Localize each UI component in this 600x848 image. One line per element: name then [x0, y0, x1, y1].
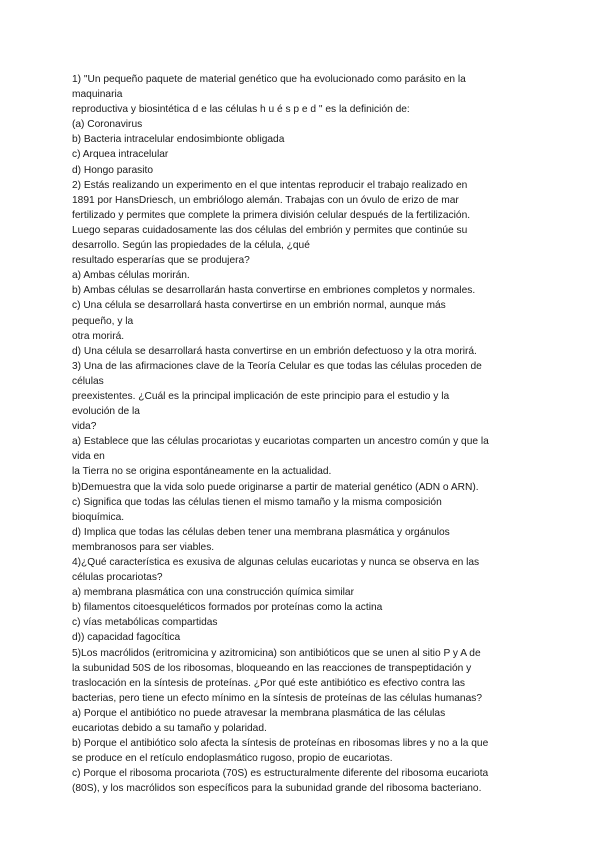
text-line: bacterias, pero tiene un efecto mínimo en la síntesis de proteínas de las células humanas? — [72, 692, 483, 704]
text-line: bioquímica. — [72, 511, 125, 523]
text-line: d) Una célula se desarrollará hasta convertirse en un embrión defectuoso y la otra morirá. — [72, 345, 477, 357]
text-line: traslocación en la síntesis de proteínas. ¿Por qué este antibiótico es efectivo contra las — [72, 677, 465, 689]
text-line: c) Significa que todas las células tienen el mismo tamaño y la misma composición — [72, 496, 442, 508]
text-line: células procariotas? — [72, 572, 163, 584]
text-line: membranosos para ser viables. — [72, 541, 215, 553]
text-line: maquinaria — [72, 89, 123, 101]
text-line: c) Arquea intracelular — [72, 149, 169, 161]
text-line: a) membrana plasmática con una construcción química similar — [72, 587, 354, 599]
text-line: (80S), y los macrólidos son específicos para la subunidad grande del ribosoma bacteriano. — [72, 783, 482, 795]
text-line: b) Porque el antibiótico solo afecta la síntesis de proteínas en ribosomas libres y no a la que — [72, 738, 489, 750]
text-line: 3) Una de las afirmaciones clave de la Teoría Celular es que todas las células proceden de — [72, 360, 482, 372]
text-line: d)) capacidad fagocítica — [72, 632, 181, 644]
text-line: 5)Los macrólidos (eritromicina y azitromicina) son antibióticos que se unen al sitio P y A de — [72, 647, 481, 659]
text-line: a) Ambas células morirán. — [72, 270, 190, 282]
text-line: vida? — [72, 421, 97, 433]
text-line: vida en — [72, 451, 105, 463]
text-line: b) Bacteria intracelular endosimbionte obligada — [72, 134, 285, 146]
text-line: 1) "Un pequeño paquete de material genético que ha evolucionado como parásito en la — [72, 74, 466, 85]
text-line: 2) Estás realizando un experimento en el que intentas reproducir el trabajo realizado en — [72, 179, 468, 191]
text-line: c) Una célula se desarrollará hasta convertirse en un embrión normal, aunque más — [72, 300, 446, 312]
text-line: a) Establece que las células procariotas y eucariotas comparten un ancestro común y que la — [72, 436, 489, 448]
text-line: la subunidad 50S de los ribosomas, bloqueando en las reacciones de transpeptidación y — [72, 662, 472, 674]
text-line: otra morirá. — [72, 330, 125, 342]
text-line: (a) Coronavirus — [72, 119, 143, 131]
text-line: evolución de la — [72, 406, 140, 418]
text-line: 4)¿Qué característica es exusiva de algunas celulas eucariotas y nunca se observa en las — [72, 557, 480, 568]
text-line: c) vías metabólicas compartidas — [72, 617, 218, 629]
document-body — [72, 72, 532, 797]
text-line: la Tierra no se origina espontáneamente en la actualidad. — [72, 466, 332, 478]
text-line: d) Implica que todas las células deben tener una membrana plasmática y orgánulos — [72, 526, 450, 538]
text-line: se produce en el retículo endoplasmático rugoso, propio de eucariotas. — [72, 753, 393, 765]
text-line: c) Porque el ribosoma procariota (70S) es estructuralmente diferente del ribosoma eucariota — [72, 768, 489, 780]
text-line: pequeño, y la — [72, 315, 134, 327]
text-line: fertilizado y permites que complete la primera división celular después de la fertilización. — [72, 209, 471, 221]
text-line: preexistentes. ¿Cuál es la principal implicación de este principio para el estudio y la — [72, 390, 450, 402]
text-line: resultado esperarías que se produjera? — [72, 255, 250, 267]
text-line: células — [72, 375, 104, 387]
text-line: desarrollo. Según las propiedades de la célula, ¿qué — [72, 240, 310, 252]
text-line: a) Porque el antibiótico no puede atravesar la membrana plasmática de las células — [72, 707, 446, 719]
text-line: 1891 por HansDriesch, un embriólogo alemán. Trabajas con un óvulo de erizo de mar — [72, 194, 459, 206]
text-line: eucariotas debido a su tamaño y polaridad. — [72, 723, 267, 735]
text-line: b) Ambas células se desarrollarán hasta convertirse en embriones completos y normales. — [72, 285, 476, 297]
text-line: reproductiva y biosintética d e las células h u é s p e d " es la definición de: — [72, 104, 410, 116]
text-line: d) Hongo parasito — [72, 164, 153, 176]
text-line: b) filamentos citoesqueléticos formados por proteínas como la actina — [72, 602, 383, 614]
text-line: Luego separas cuidadosamente las dos células del embrión y permites que continúe su — [72, 224, 468, 236]
text-line: b)Demuestra que la vida solo puede originarse a partir de material genético (ADN o ARN). — [72, 481, 479, 493]
